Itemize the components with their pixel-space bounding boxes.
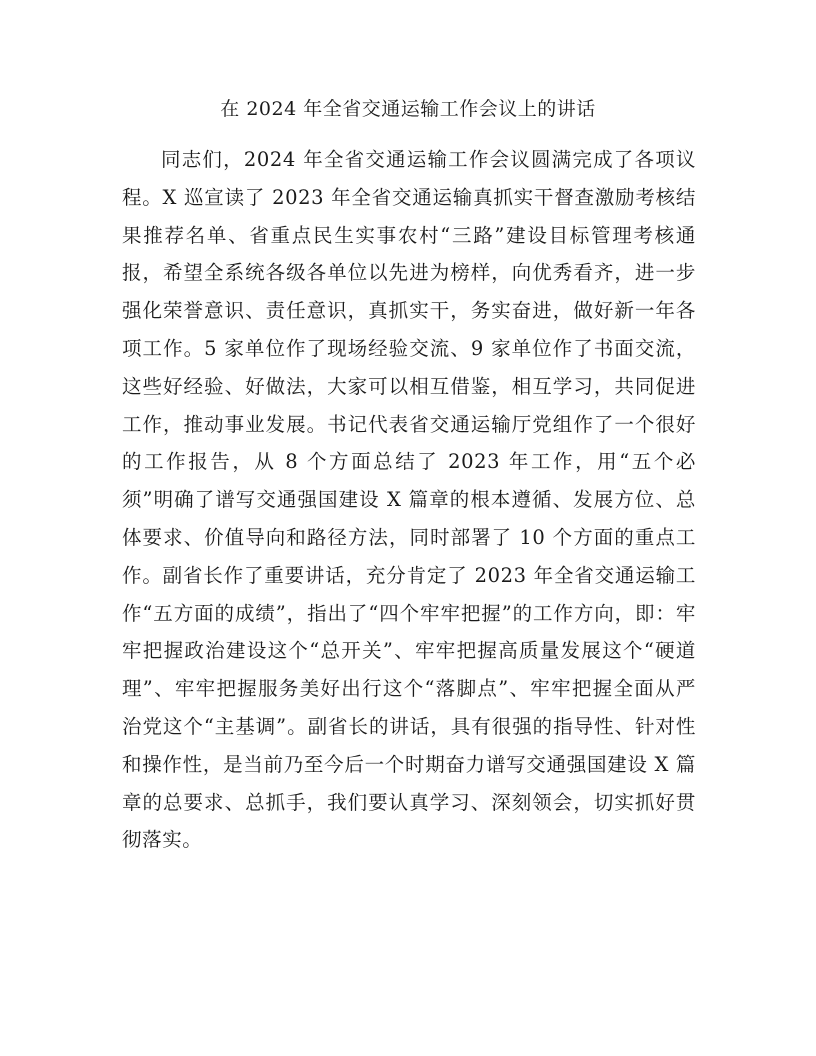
document-title: 在 2024 年全省交通运输工作会议上的讲话 <box>220 98 596 120</box>
body-paragraph: 同志们，2024 年全省交通运输工作会议圆满完成了各项议程。X 巡宣读了 2023 年全省交通运输真抓实干督查激励考核结果推荐名单、省重点民生实事农村“三路”建设目标管理考核通报，希望全系统各级各单位以先进为榜样，向优秀看齐，进一步强化荣誉意识、责任意识，真抓实干，务实奋进，做好新一年各项工作。5 家单位作了现场经验交流、9 家单位作了书面交流，这些好经验、好做法，大家可以相互借鉴，相互学习，共同促进工作，推动事业发展。书记代表省交通运输厅党组作了一个很好的工作报告，从 8 个方面总结了 2023 年工作，用“五个必须”明确了谱写交通强国建设 X 篇章的根本遵循、发展方位、总体要求、价值导向和路径方法，同时部署了 10 个方面的重点工作。副省长作了重要讲话，充分肯定了 2023 年全省交通运输工作“五方面的成绩”，指出了“四个牢牢把握”的工作方向，即：牢牢把握政治建设这个“总开关”、牢牢把握高质量发展这个“硬道理”、牢牢把握服务美好出行这个“落脚点”、牢牢把握全面从严治党这个“主基调”。副省长的讲话，具有很强的指导性、针对性和操作性，是当前乃至今后一个时期奋力谱写交通强国建设 X 篇章的总要求、总抓手，我们要认真学习、深刻领会，切实抓好贯彻落实。 <box>122 148 696 852</box>
